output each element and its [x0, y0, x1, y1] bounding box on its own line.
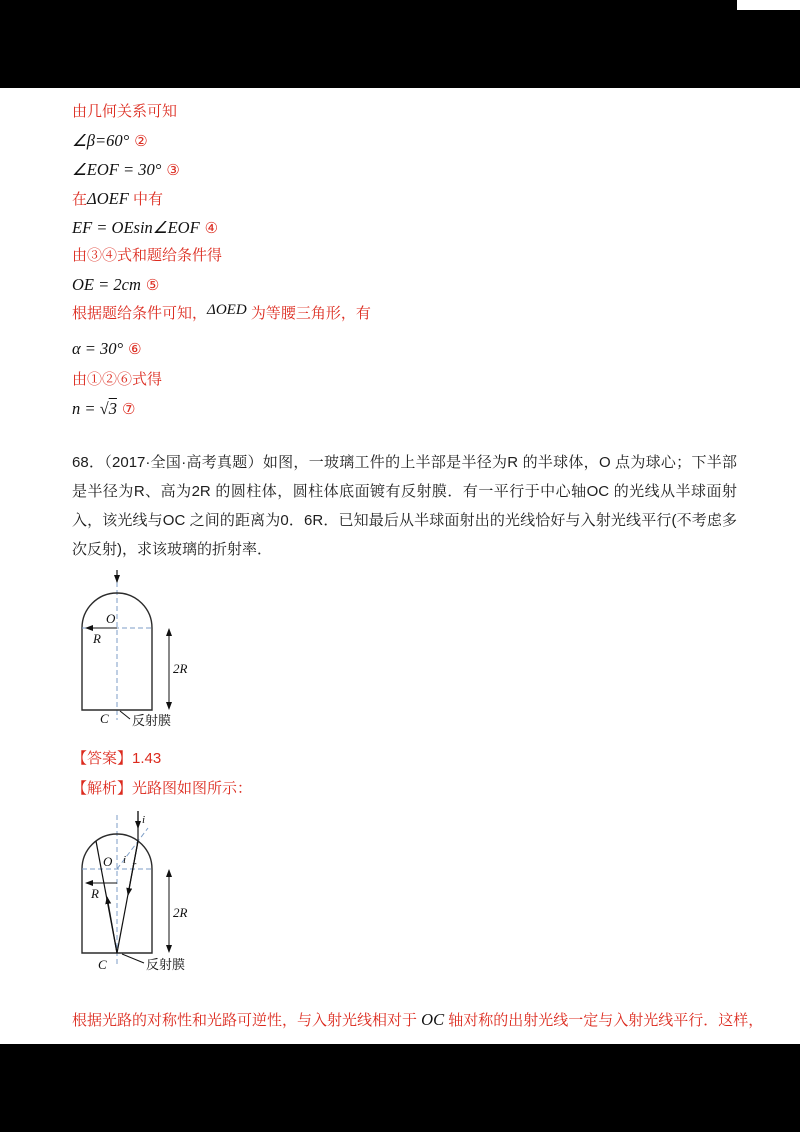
text-pre: 在 — [72, 191, 88, 208]
label-c: C — [100, 711, 109, 726]
top-black-bar — [0, 0, 800, 88]
formula-beta: ∠β=60° — [72, 131, 130, 150]
equation-tag-6: ⑥ — [128, 341, 142, 358]
formula-alpha: α = 30° — [72, 339, 124, 358]
formula-n-pre: n = √ — [72, 399, 109, 418]
equation-tag-4: ④ — [204, 220, 219, 237]
formula-triangle-oed: ΔOED — [207, 302, 247, 318]
label-c: C — [98, 957, 107, 972]
analysis-line — [72, 779, 737, 799]
label-angle-i: i — [123, 854, 127, 866]
formula-oe: OE = 2cm — [72, 275, 141, 294]
label-angle-r: r — [132, 859, 137, 871]
refracted-ray — [117, 841, 138, 953]
text-post: 中有 — [128, 191, 163, 208]
solution-step-7 — [72, 398, 737, 421]
solution-step-3 — [72, 159, 737, 182]
answer-line — [72, 749, 737, 769]
formula-ef: EF = OEsin∠EOF — [72, 218, 200, 237]
closing-remark — [72, 1009, 764, 1032]
formula-eof: ∠EOF = 30° — [72, 160, 162, 179]
film-pointer-line — [122, 954, 144, 963]
label-o: O — [106, 611, 116, 626]
equation-tag-2: ② — [134, 133, 148, 150]
label-2r: 2R — [173, 661, 188, 676]
equation-tag-3: ③ — [166, 162, 180, 179]
answer-label: 【答案】 — [72, 750, 133, 767]
solution-step-6 — [72, 338, 737, 361]
label-2r: 2R — [173, 905, 188, 920]
figure2-svg — [72, 811, 220, 986]
text-post: 为等腰三角形，有 — [246, 305, 371, 322]
film-pointer-line — [120, 711, 130, 719]
solution-line-isosceles — [72, 303, 737, 325]
solution-line-triangle-oef — [72, 188, 737, 211]
label-r: R — [93, 631, 101, 646]
analysis-label: 【解析】 — [72, 780, 133, 797]
scan-artifact-notch — [737, 0, 800, 10]
figure-light-path — [72, 811, 737, 991]
formula-triangle-oef: ΔOEF — [87, 189, 129, 208]
document-page — [0, 88, 800, 1044]
solution-line-geometry: 由几何关系可知 — [72, 103, 178, 120]
analysis-text: 光路图如图所示： — [132, 780, 253, 797]
label-o: O — [103, 854, 113, 869]
figure-glass-workpiece — [72, 570, 737, 735]
question-paragraph: 68．（2017·全国·高考真题）如图，一玻璃工件的上半部是半径为R 的半球体，O 点为球心；下半部是半径为R、高为2R 的圆柱体，圆柱体底面镀有反射膜．有一平行于中心轴OC 的光线从半球面射入，该光线与OC 之间的距离为0．6R．已知最后从半球面射出的光线恰好与入射光线平行(不考虑多次反射)，求该玻璃的折射率． — [72, 454, 737, 558]
label-reflective-film: 反射膜 — [132, 713, 172, 728]
equation-tag-5: ⑤ — [145, 277, 160, 294]
label-incidence-angle-top: i — [142, 814, 146, 826]
label-r: R — [91, 886, 99, 901]
text-pre: 根据题给条件可知， — [72, 305, 208, 322]
solution-line-eq-126: 由①②⑥式得 — [72, 371, 163, 388]
figure1-svg — [72, 570, 204, 730]
formula-oc-axis: OC — [421, 1010, 445, 1029]
bottom-black-bar — [0, 1044, 800, 1132]
solution-step-2 — [72, 130, 737, 153]
text-pre: 根据光路的对称性和光路可逆性，与入射光线相对于 — [72, 1012, 422, 1029]
formula-n-radicand: 3 — [108, 399, 117, 418]
text-post: 轴对称的出射光线一定与入射光线平行．这样， — [444, 1012, 764, 1029]
solution-line-cond-34: 由③④式和题给条件得 — [72, 247, 223, 264]
label-reflective-film: 反射膜 — [146, 957, 186, 972]
solution-step-5 — [72, 274, 737, 297]
equation-tag-7: ⑦ — [121, 401, 136, 418]
answer-value: 1.43 — [132, 750, 162, 767]
solution-step-4 — [72, 217, 737, 240]
